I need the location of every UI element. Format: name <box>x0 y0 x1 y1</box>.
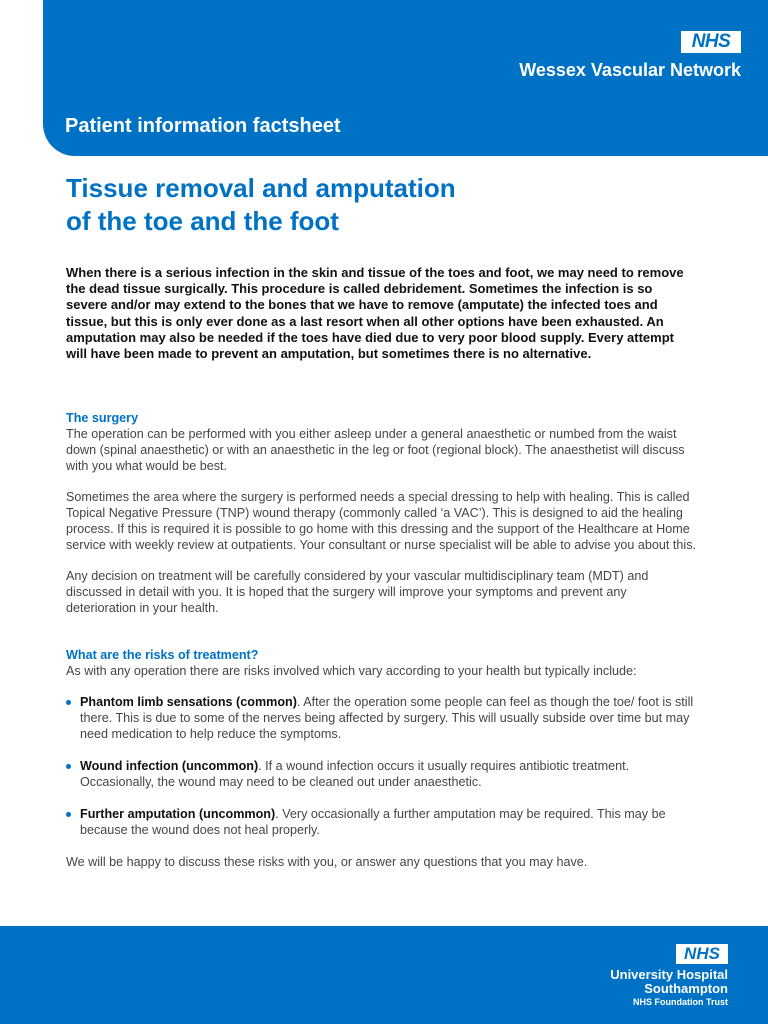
org-line-1: University Hospital <box>610 967 728 982</box>
risk-text: . After the operation some people can feel as though the toe/ foot is still there. This is due to some of the nerves being affected by surgery. This will usually subside over time but may need medication to help reduce the symptoms. <box>80 695 694 741</box>
surgery-heading: The surgery <box>66 411 139 425</box>
section-gap <box>66 631 698 647</box>
list-item <box>66 694 698 742</box>
surgery-paragraph-1: The operation can be performed with you either asleep under a general anaesthetic or numbed from the waist down (spinal anaesthetic) or with an anaesthetic in the leg or foot (regional block). The anaesthetist will discuss with you what would be best. <box>66 427 685 473</box>
main-content <box>66 410 698 885</box>
footer-nhs-logo: NHS <box>676 944 728 964</box>
surgery-paragraph-3: Any decision on treatment will be carefully considered by your vascular multidisciplinary team (MDT) and discussed in detail with you. It is hoped that the surgery will improve your symptoms and prevent any deterioration in your health. <box>66 569 649 615</box>
nhs-logo: NHS <box>681 31 741 53</box>
risk-title: Phantom limb sensations (common) <box>80 695 297 709</box>
risk-title: Wound infection (uncommon) <box>80 759 259 773</box>
list-item <box>66 758 698 790</box>
factsheet-label: Patient information factsheet <box>65 115 341 137</box>
header-banner <box>43 0 768 156</box>
org-line-3: NHS Foundation Trust <box>633 997 728 1007</box>
risk-text: . Very occasionally a further amputation may be required. This may be because the wound does not heal properly. <box>80 807 666 837</box>
risk-text: . If a wound infection occurs it usually requires antibiotic treatment. Occasionally, the wound may need to be cleaned out under anaesthetic. <box>80 759 630 789</box>
footer-organisation <box>610 968 728 1009</box>
risk-title: Further amputation (uncommon) <box>80 807 276 821</box>
footer-banner <box>0 926 768 1024</box>
bullet-icon <box>66 812 71 817</box>
title-line-1: Tissue removal and amputation <box>66 173 456 203</box>
network-name: Wessex Vascular Network <box>519 60 741 80</box>
risks-intro: As with any operation there are risks involved which vary according to your health but typically include: <box>66 664 637 678</box>
list-item <box>66 806 698 838</box>
risks-closing: We will be happy to discuss these risks with you, or answer any questions that you may have. <box>66 855 588 869</box>
surgery-paragraph-2: Sometimes the area where the surgery is performed needs a special dressing to help with healing. This is called Topical Negative Pressure (TNP) wound therapy (commonly called ‘a VAC’). This is designed to aid the healing process. If this is required it is possible to go home with this dressing and the support of the Healthcare at Home service with weekly review at outpatients. Your consultant or nurse specialist will be able to advise you about this. <box>66 490 697 552</box>
intro-paragraph: When there is a serious infection in the skin and tissue of the toes and foot, we may need to remove the dead tissue surgically. This procedure is called debridement. Sometimes the infection is so severe and/or may extend to the bones that we have to remove (amputate) the infected toes and tissue, but this is only ever done as a last resort when all other options have been exhausted. An amputation may also be needed if the toes have died due to very poor blood supply. Every attempt will have been made to prevent an amputation, but sometimes there is no alternative. <box>66 265 684 362</box>
risks-list <box>66 694 698 838</box>
page-title <box>66 172 706 238</box>
bullet-icon <box>66 700 71 705</box>
org-line-2: Southampton <box>644 981 728 996</box>
title-line-2: of the toe and the foot <box>66 206 339 236</box>
risks-heading: What are the risks of treatment? <box>66 648 259 662</box>
bullet-icon <box>66 764 71 769</box>
